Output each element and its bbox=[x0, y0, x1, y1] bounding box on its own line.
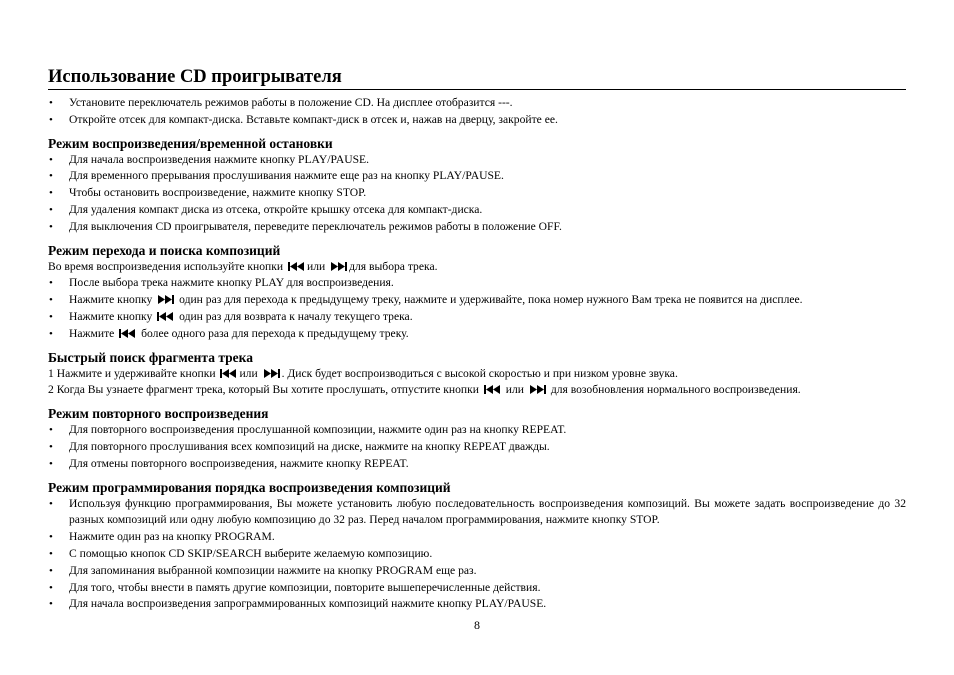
page-number: 8 bbox=[474, 618, 480, 632]
section-heading: Режим повторного воспроизведения bbox=[48, 406, 269, 422]
skip-forward-icon bbox=[529, 385, 546, 394]
list-item: • Для повторного воспроизведения прослушанной композиции, нажмите один раз на кнопку REPEAT. bbox=[48, 422, 906, 439]
skip-section bbox=[48, 242, 906, 343]
list-item: • Для отмены повторного воспроизведения, нажмите кнопку REPEAT. bbox=[48, 456, 906, 473]
skip-back-icon bbox=[288, 262, 305, 271]
page-title: Использование CD проигрывателя bbox=[48, 66, 906, 90]
skip-list bbox=[48, 275, 906, 342]
text: Нажмите кнопку bbox=[69, 293, 153, 307]
text: один раз для возврата к началу текущего трека. bbox=[179, 309, 413, 323]
play-list bbox=[48, 152, 906, 236]
text: для возобновления нормального воспроизведения. bbox=[550, 383, 801, 397]
text: или bbox=[505, 383, 524, 397]
text: Нажмите кнопку bbox=[69, 309, 153, 323]
list-item: • Для выключения CD проигрывателя, переведите переключатель режимов работы в положение OFF. bbox=[48, 219, 906, 236]
program-list bbox=[48, 496, 906, 614]
text: один раз для перехода к предыдущему треку, нажмите и удерживайте, пока номер нужного Вам трека не появится на дисплее. bbox=[179, 293, 803, 307]
list-item: • Для того, чтобы внести в память другие композиции, повторите вышеперечисленные действия. bbox=[48, 580, 906, 597]
program-section bbox=[48, 479, 906, 614]
list-item: • Для удаления компакт диска из отсека, откройте крышку отсека для компакт-диска. bbox=[48, 202, 906, 219]
list-item: • Используя функцию программирования, Вы можете установить любую последовательность воспроизведения композиций. Вы можете задать воспроизведение до 32 разных композиций или одну любую композицию до 32 раз. Перед началом программирования, нажмите кнопку STOP. bbox=[48, 496, 906, 530]
text: для выбора трека. bbox=[349, 259, 438, 273]
page-content bbox=[48, 66, 906, 613]
skip-forward-icon bbox=[263, 369, 280, 378]
skip-forward-icon bbox=[157, 295, 174, 304]
text: более одного раза для перехода к предыдущему треку. bbox=[141, 326, 409, 340]
text: 1 Нажмите и удерживайте кнопки bbox=[48, 366, 216, 380]
list-item bbox=[48, 326, 906, 343]
repeat-list bbox=[48, 422, 906, 472]
list-item bbox=[48, 309, 906, 326]
text: Во время воспроизведения используйте кнопки bbox=[48, 259, 284, 273]
skip-back-icon bbox=[119, 329, 136, 338]
list-item: • Установите переключатель режимов работы в положение CD. На дисплее отобразится ---. bbox=[48, 95, 906, 112]
text: Нажмите bbox=[69, 326, 115, 340]
search-section bbox=[48, 349, 906, 400]
list-item: • После выбора трека нажмите кнопку PLAY для воспроизведения. bbox=[48, 275, 906, 292]
section-heading: Быстрый поиск фрагмента трека bbox=[48, 349, 253, 365]
list-item: • Нажмите один раз на кнопку PROGRAM. bbox=[48, 529, 906, 546]
list-item: • Для начала воспроизведения нажмите кнопку PLAY/PAUSE. bbox=[48, 152, 906, 169]
skip-forward-icon bbox=[330, 262, 347, 271]
list-item: • Для запоминания выбранной композиции нажмите на кнопку PROGRAM еще раз. bbox=[48, 563, 906, 580]
section-heading: Режим программирования порядка воспроизведения композиций bbox=[48, 479, 451, 495]
section-heading: Режим перехода и поиска композиций bbox=[48, 242, 281, 258]
text: или bbox=[307, 259, 326, 273]
list-item: • Для начала воспроизведения запрограммированных композиций нажмите кнопку PLAY/PAUSE. bbox=[48, 596, 906, 613]
list-item: • Откройте отсек для компакт-диска. Вставьте компакт-диск в отсек и, нажав на дверцу, закройте ее. bbox=[48, 112, 906, 129]
list-item: • Для временного прерывания прослушивания нажмите еще раз на кнопку PLAY/PAUSE. bbox=[48, 168, 906, 185]
list-item: • Чтобы остановить воспроизведение, нажмите кнопку STOP. bbox=[48, 185, 906, 202]
skip-back-icon bbox=[484, 385, 501, 394]
skip-back-icon bbox=[220, 369, 237, 378]
section-heading: Режим воспроизведения/временной остановки bbox=[48, 135, 333, 151]
text: 2 Когда Вы узнаете фрагмент трека, который Вы хотите прослушать, отпустите кнопки bbox=[48, 383, 479, 397]
text: . Диск будет воспроизводиться с высокой скоростью и при низком уровне звука. bbox=[281, 366, 678, 380]
list-item bbox=[48, 292, 906, 309]
skip-back-icon bbox=[157, 312, 174, 321]
search-step-1 bbox=[48, 366, 906, 383]
list-item: • С помощью кнопок CD SKIP/SEARCH выберите желаемую композицию. bbox=[48, 546, 906, 563]
play-section bbox=[48, 135, 906, 236]
intro-list bbox=[48, 95, 906, 129]
repeat-section bbox=[48, 405, 906, 472]
search-step-2 bbox=[48, 382, 906, 399]
skip-intro bbox=[48, 259, 906, 276]
text: или bbox=[239, 366, 258, 380]
list-item: • Для повторного прослушивания всех композиций на диске, нажмите на кнопку REPEAT дважды. bbox=[48, 439, 906, 456]
